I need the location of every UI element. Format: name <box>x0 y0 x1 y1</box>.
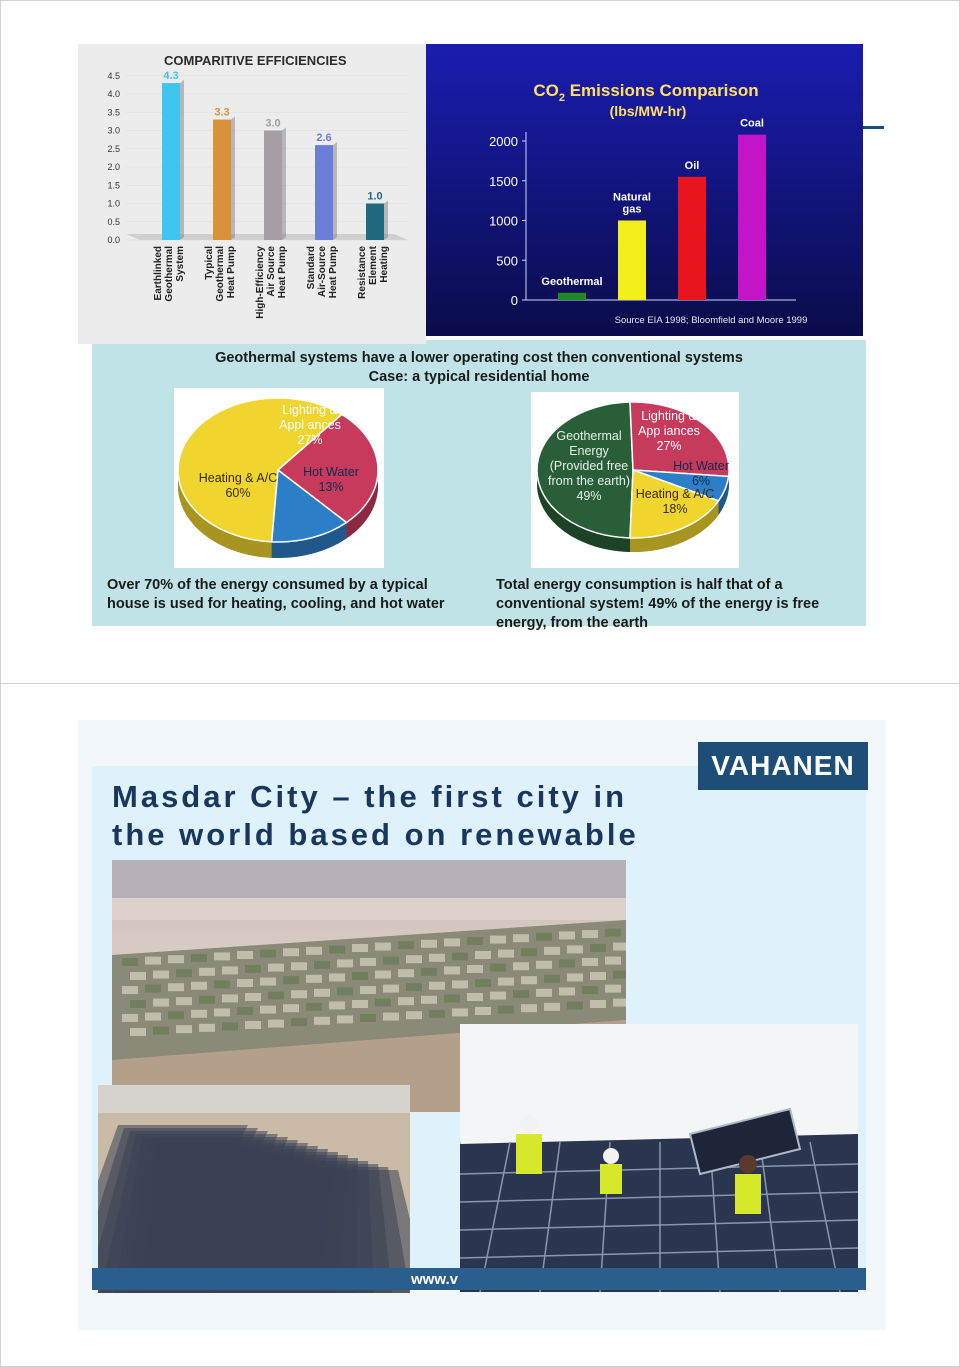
city-block <box>176 1025 192 1033</box>
city-block <box>237 1007 253 1015</box>
city-block <box>406 983 422 991</box>
city-block <box>306 1003 322 1011</box>
city-block <box>444 994 460 1002</box>
y-tick-label: 2000 <box>489 134 518 149</box>
city-block <box>237 979 253 987</box>
city-block <box>337 987 353 995</box>
city-block <box>544 975 560 983</box>
city-block <box>352 1000 368 1008</box>
city-block <box>567 973 583 981</box>
caption-subtitle: Case: a typical residential home <box>368 369 590 385</box>
city-block <box>122 958 138 966</box>
x-tick-label: Typical <box>204 246 215 280</box>
y-tick-label: 500 <box>496 253 518 269</box>
city-block <box>283 976 299 984</box>
co2-chart-subtitle: (lbs/MW-hr) <box>609 103 687 119</box>
bar <box>558 293 586 300</box>
y-tick-label: 3.0 <box>107 125 120 136</box>
city-block <box>513 990 529 998</box>
x-tick-label: Element <box>368 246 379 285</box>
city-block <box>191 1010 207 1018</box>
bar-value-label: 4.3 <box>163 70 179 83</box>
city-block <box>268 1020 284 1028</box>
city-block <box>567 1001 583 1009</box>
city-block <box>475 1007 491 1015</box>
comparison-caption <box>92 349 866 387</box>
pie-label: 27% <box>656 439 682 453</box>
city-block <box>605 957 621 965</box>
city-block <box>268 992 284 1000</box>
city-block <box>337 1015 353 1023</box>
bar-side <box>384 201 388 241</box>
footer-bar <box>92 1268 866 1290</box>
co2-chart-source: Source EIA 1998; Bloomfield and Moore 1999 <box>614 315 808 326</box>
city-block <box>498 1006 514 1014</box>
city-block <box>613 943 626 951</box>
city-block <box>467 965 483 973</box>
title-line: the world based on renewable <box>112 817 639 852</box>
city-block <box>467 993 483 1001</box>
city-block <box>513 934 529 942</box>
slide-geothermal <box>78 44 886 631</box>
city-block <box>191 954 207 962</box>
y-tick-label: 1.0 <box>107 198 120 209</box>
city-block <box>398 941 414 949</box>
city-block <box>605 985 621 993</box>
bar <box>213 120 231 240</box>
city-block <box>329 1001 345 1009</box>
city-block <box>475 979 491 987</box>
city-block <box>452 1008 468 1016</box>
pie-label: from the earth) <box>548 474 630 488</box>
city-block <box>352 972 368 980</box>
city-block <box>582 958 598 966</box>
bar <box>618 221 646 301</box>
city-block <box>444 938 460 946</box>
photo-solar-workers <box>460 1024 858 1292</box>
city-block <box>153 971 169 979</box>
city-block <box>383 957 399 965</box>
pie-label: 60% <box>225 486 251 500</box>
city-block <box>268 964 284 972</box>
city-block <box>559 931 575 939</box>
note-line: conventional system! 49% of the energy is free <box>496 596 820 612</box>
city-block <box>329 945 345 953</box>
city-block <box>544 947 560 955</box>
title-line: Masdar City – the first city in <box>112 779 628 814</box>
city-block <box>245 993 261 1001</box>
pie-geothermal <box>531 392 739 568</box>
city-block <box>214 952 230 960</box>
co2-chart-title: $CO_2$ Emissions Comparison <box>533 81 759 104</box>
city-block <box>237 951 253 959</box>
city-block <box>130 972 146 980</box>
bar-side <box>180 80 184 240</box>
city-block <box>582 986 598 994</box>
y-tick-label: 0.5 <box>107 216 120 227</box>
city-block <box>145 957 161 965</box>
y-tick-label: 1500 <box>489 173 518 189</box>
bar-label: Geothermal <box>541 275 603 288</box>
city-block <box>521 948 537 956</box>
city-block <box>521 1004 537 1012</box>
city-block <box>176 969 192 977</box>
x-tick-label: Geothermal <box>215 246 226 302</box>
pie-label: 13% <box>318 480 344 494</box>
city-block <box>613 999 626 1007</box>
logo-text: VAHANEN <box>711 750 855 781</box>
y-tick-label: 4.5 <box>107 70 120 81</box>
city-block <box>176 997 192 1005</box>
x-tick-label: Air-Source <box>317 246 328 298</box>
city-block <box>214 1008 230 1016</box>
page-title <box>112 778 712 854</box>
x-tick-label: Heat Pump <box>328 246 339 299</box>
city-block <box>490 936 506 944</box>
y-tick-label: 2.5 <box>107 143 120 154</box>
x-tick-label: Earthlinked <box>153 246 164 301</box>
x-tick-label: Geothermal <box>164 246 175 302</box>
city-block <box>260 950 276 958</box>
bar-value-label: 1.0 <box>367 190 383 203</box>
caption-title: Geothermal systems have a lower operating cost then conventional systems <box>215 350 743 366</box>
city-block <box>467 937 483 945</box>
city-block <box>513 962 529 970</box>
pie-label: Heating & A/C <box>635 487 715 501</box>
bar <box>264 131 282 241</box>
y-tick-label: 2.0 <box>107 162 120 172</box>
y-tick-label: 4.0 <box>107 89 120 99</box>
city-block <box>429 982 445 990</box>
city-block <box>605 929 621 937</box>
city-block <box>222 994 238 1002</box>
city-block <box>444 966 460 974</box>
city-block <box>536 933 552 941</box>
note-geothermal <box>496 576 876 633</box>
city-block <box>145 1013 161 1021</box>
city-block <box>536 989 552 997</box>
pie-label: Lighting & <box>282 403 338 417</box>
city-block <box>567 945 583 953</box>
city-block <box>291 962 307 970</box>
note-line: Total energy consumption is half that of a <box>496 577 783 593</box>
x-tick-label: Standard <box>306 246 317 290</box>
note-line: Over 70% of the energy consumed by a typical <box>107 577 428 593</box>
city-block <box>429 1010 445 1018</box>
x-tick-label: High-Efficiency <box>255 246 266 319</box>
city-block <box>168 955 184 963</box>
city-block <box>452 980 468 988</box>
city-block <box>222 1022 238 1030</box>
city-block <box>544 1003 560 1011</box>
efficiency-chart <box>78 44 426 344</box>
bar-label: Oil <box>684 159 700 172</box>
note-line: energy, from the earth <box>496 615 649 631</box>
city-block <box>360 1014 376 1022</box>
photo-solar-field <box>98 1085 410 1293</box>
city-block <box>582 930 598 938</box>
city-block <box>199 1024 215 1032</box>
bar <box>315 145 333 240</box>
city-block <box>168 983 184 991</box>
city-block <box>306 947 322 955</box>
pie-conventional <box>174 388 384 568</box>
bar-side <box>282 128 286 241</box>
x-tick-label: Heating <box>379 246 390 283</box>
city-block <box>498 950 514 958</box>
city-block <box>429 954 445 962</box>
city-block <box>398 997 414 1005</box>
pie-label: Heating & A/C <box>198 471 278 485</box>
city-block <box>490 992 506 1000</box>
city-block <box>521 976 537 984</box>
city-block <box>383 985 399 993</box>
city-block <box>314 989 330 997</box>
pie-label: Energy <box>569 444 609 458</box>
city-block <box>260 1006 276 1014</box>
footer-url: www.v <box>411 1271 458 1288</box>
pie-label: Hot Water <box>673 459 729 473</box>
x-tick-label: Heat Pump <box>226 246 237 299</box>
city-block <box>490 964 506 972</box>
city-block <box>360 958 376 966</box>
city-block <box>559 987 575 995</box>
city-block <box>360 986 376 994</box>
bar-label: Natural <box>613 191 651 204</box>
city-block <box>122 1014 138 1022</box>
pie-label: (Provided free <box>549 459 629 473</box>
city-block <box>375 999 391 1007</box>
city-block <box>590 944 606 952</box>
city-block <box>168 1011 184 1019</box>
city-block <box>214 980 230 988</box>
city-block <box>314 1017 330 1025</box>
x-tick-label: Heat Pump <box>277 246 288 299</box>
y-tick-label: 0.0 <box>107 235 120 245</box>
city-block <box>375 943 391 951</box>
city-block <box>590 972 606 980</box>
city-block <box>130 1000 146 1008</box>
pie-label: Appl ances <box>279 418 341 432</box>
city-block <box>498 978 514 986</box>
city-block <box>590 1000 606 1008</box>
city-block <box>536 961 552 969</box>
bar-value-label: 3.3 <box>214 106 230 119</box>
city-block <box>122 986 138 994</box>
city-block <box>398 969 414 977</box>
logo <box>698 742 868 790</box>
city-block <box>199 996 215 1004</box>
city-block <box>291 990 307 998</box>
city-block <box>375 971 391 979</box>
city-block <box>245 1021 261 1029</box>
city-block <box>406 955 422 963</box>
note-line: house is used for heating, cooling, and hot water <box>107 596 445 612</box>
city-block <box>352 944 368 952</box>
y-tick-label: 3.5 <box>107 107 120 118</box>
bar <box>678 177 706 300</box>
city-block <box>314 961 330 969</box>
city-block <box>283 948 299 956</box>
bar <box>738 135 766 300</box>
city-block <box>306 975 322 983</box>
city-block <box>145 985 161 993</box>
bar-value-label: 3.0 <box>265 117 281 130</box>
city-block <box>130 1028 146 1036</box>
co2-chart <box>426 44 863 336</box>
bar-label: gas <box>622 203 642 216</box>
city-block <box>559 959 575 967</box>
city-block <box>153 999 169 1007</box>
city-block <box>421 940 437 948</box>
x-tick-label: Resistance <box>357 246 368 299</box>
city-block <box>283 1004 299 1012</box>
city-block <box>260 978 276 986</box>
city-block <box>291 1018 307 1026</box>
bar-value-label: 2.6 <box>316 132 332 145</box>
y-tick-label: 1000 <box>489 213 518 229</box>
city-block <box>329 973 345 981</box>
city-block <box>406 1011 422 1019</box>
x-tick-label: System <box>175 246 186 282</box>
pie-label: Lighting & <box>641 409 697 423</box>
city-block <box>613 971 626 979</box>
x-tick-label: Air Source <box>266 246 277 297</box>
bar <box>366 204 384 241</box>
pie-label: App iances <box>638 424 700 438</box>
pie-label: 18% <box>662 502 688 516</box>
city-block <box>191 982 207 990</box>
city-block <box>153 1027 169 1035</box>
pie-label: 27% <box>297 433 323 447</box>
slide-masdar <box>78 720 886 1330</box>
city-block <box>421 996 437 1004</box>
city-block <box>199 968 215 976</box>
y-tick-label: 0 <box>510 293 518 308</box>
pie-label: 49% <box>576 489 602 503</box>
city-block <box>475 951 491 959</box>
city-block <box>245 965 261 973</box>
city-block <box>452 952 468 960</box>
efficiency-chart-title: COMPARITIVE EFFICIENCIES <box>164 53 347 68</box>
pie-label: 6% <box>691 474 711 488</box>
y-tick-label: 1.5 <box>107 180 120 191</box>
bar <box>162 83 180 240</box>
city-block <box>337 959 353 967</box>
pie-label: Geothermal <box>556 429 622 443</box>
city-block <box>222 966 238 974</box>
bar-side <box>231 117 235 240</box>
note-conventional <box>107 576 487 614</box>
city-block <box>383 1013 399 1021</box>
bar-side <box>333 142 337 240</box>
bar-label: Coal <box>740 117 764 130</box>
city-block <box>421 968 437 976</box>
pie-label: Hot Water <box>303 465 359 479</box>
